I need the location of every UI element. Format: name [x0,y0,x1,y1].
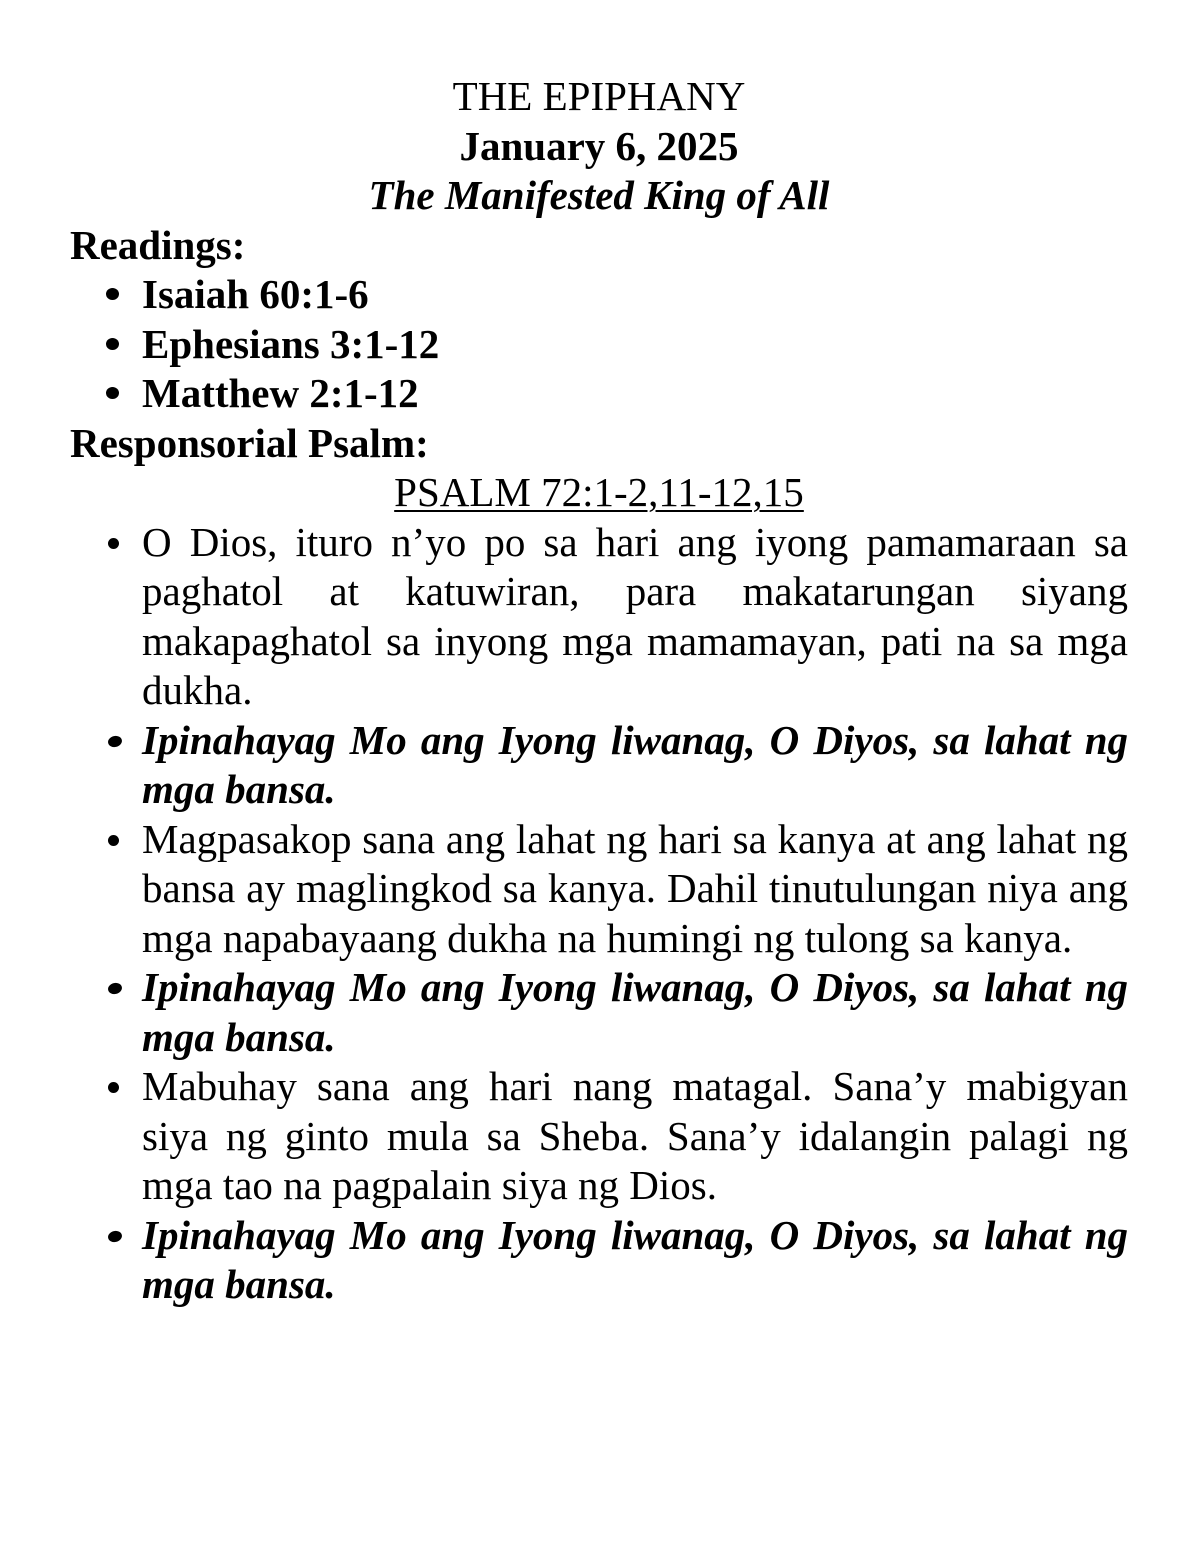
feast-date: January 6, 2025 [459,122,739,169]
psalm-verse [70,1062,1128,1211]
psalm-verse [70,518,1128,716]
reading-item [70,369,1128,419]
bullet-icon [106,387,119,399]
verse-text: O Dios, ituro n’yo po sa hari ang iyong pamamaraan sa paghatol at katuwiran, para makatarungan siyang makapaghatol sa inyong mga mamamayan, pati na sa mga dukha. [142,518,1128,713]
psalm-response [70,963,1128,1062]
response-text: Ipinahayag Mo ang Iyong liwanag, O Diyos, sa lahat ng mga bansa. [142,1211,1128,1307]
feast-title: THE EPIPHANY [452,73,746,119]
verse-text: Mabuhay sana ang hari nang matagal. Sana’y mabigyan siya ng ginto mula sa Sheba. Sana’y idalangin palagi ng mga tao na pagpalain siya ng Dios. [142,1063,1128,1208]
bullet-icon [106,338,119,350]
readings-list [70,270,1128,419]
psalm-verse [70,815,1128,964]
psalm-list [70,518,1128,1310]
verse-text: Magpasakop sana ang lahat ng hari sa kanya at ang lahat ng bansa ay maglingkod sa kanya. Dahil tinutulungan niya ang mga napabayaang dukha na humingi ng tulong sa kanya. [142,815,1128,961]
response-text: Ipinahayag Mo ang Iyong liwanag, O Diyos, sa lahat ng mga bansa. [142,964,1128,1060]
psalm-reference: PSALM 72:1-2,11-12,15 [394,469,804,515]
psalm-response [70,716,1128,815]
bullet-icon [107,1229,123,1243]
feast-theme: The Manifested King of All [368,172,830,218]
psalm-label: Responsorial Psalm: [70,419,429,466]
reading-item [70,270,1128,320]
reading-text: Ephesians 3:1-12 [142,320,440,367]
response-text: Ipinahayag Mo ang Iyong liwanag, O Diyos, sa lahat ng mga bansa. [142,716,1128,812]
reading-item [70,320,1128,370]
reading-text: Isaiah 60:1-6 [142,271,369,317]
bullet-icon [108,1082,119,1093]
bullet-icon [108,835,119,846]
reading-text: Matthew 2:1-12 [142,370,419,416]
psalm-response [70,1211,1128,1310]
bullet-icon [107,982,123,996]
bullet-icon [108,538,119,549]
readings-label: Readings: [70,221,246,268]
bullet-icon [107,734,123,748]
bullet-icon [106,288,119,300]
document-page [70,72,1128,1310]
